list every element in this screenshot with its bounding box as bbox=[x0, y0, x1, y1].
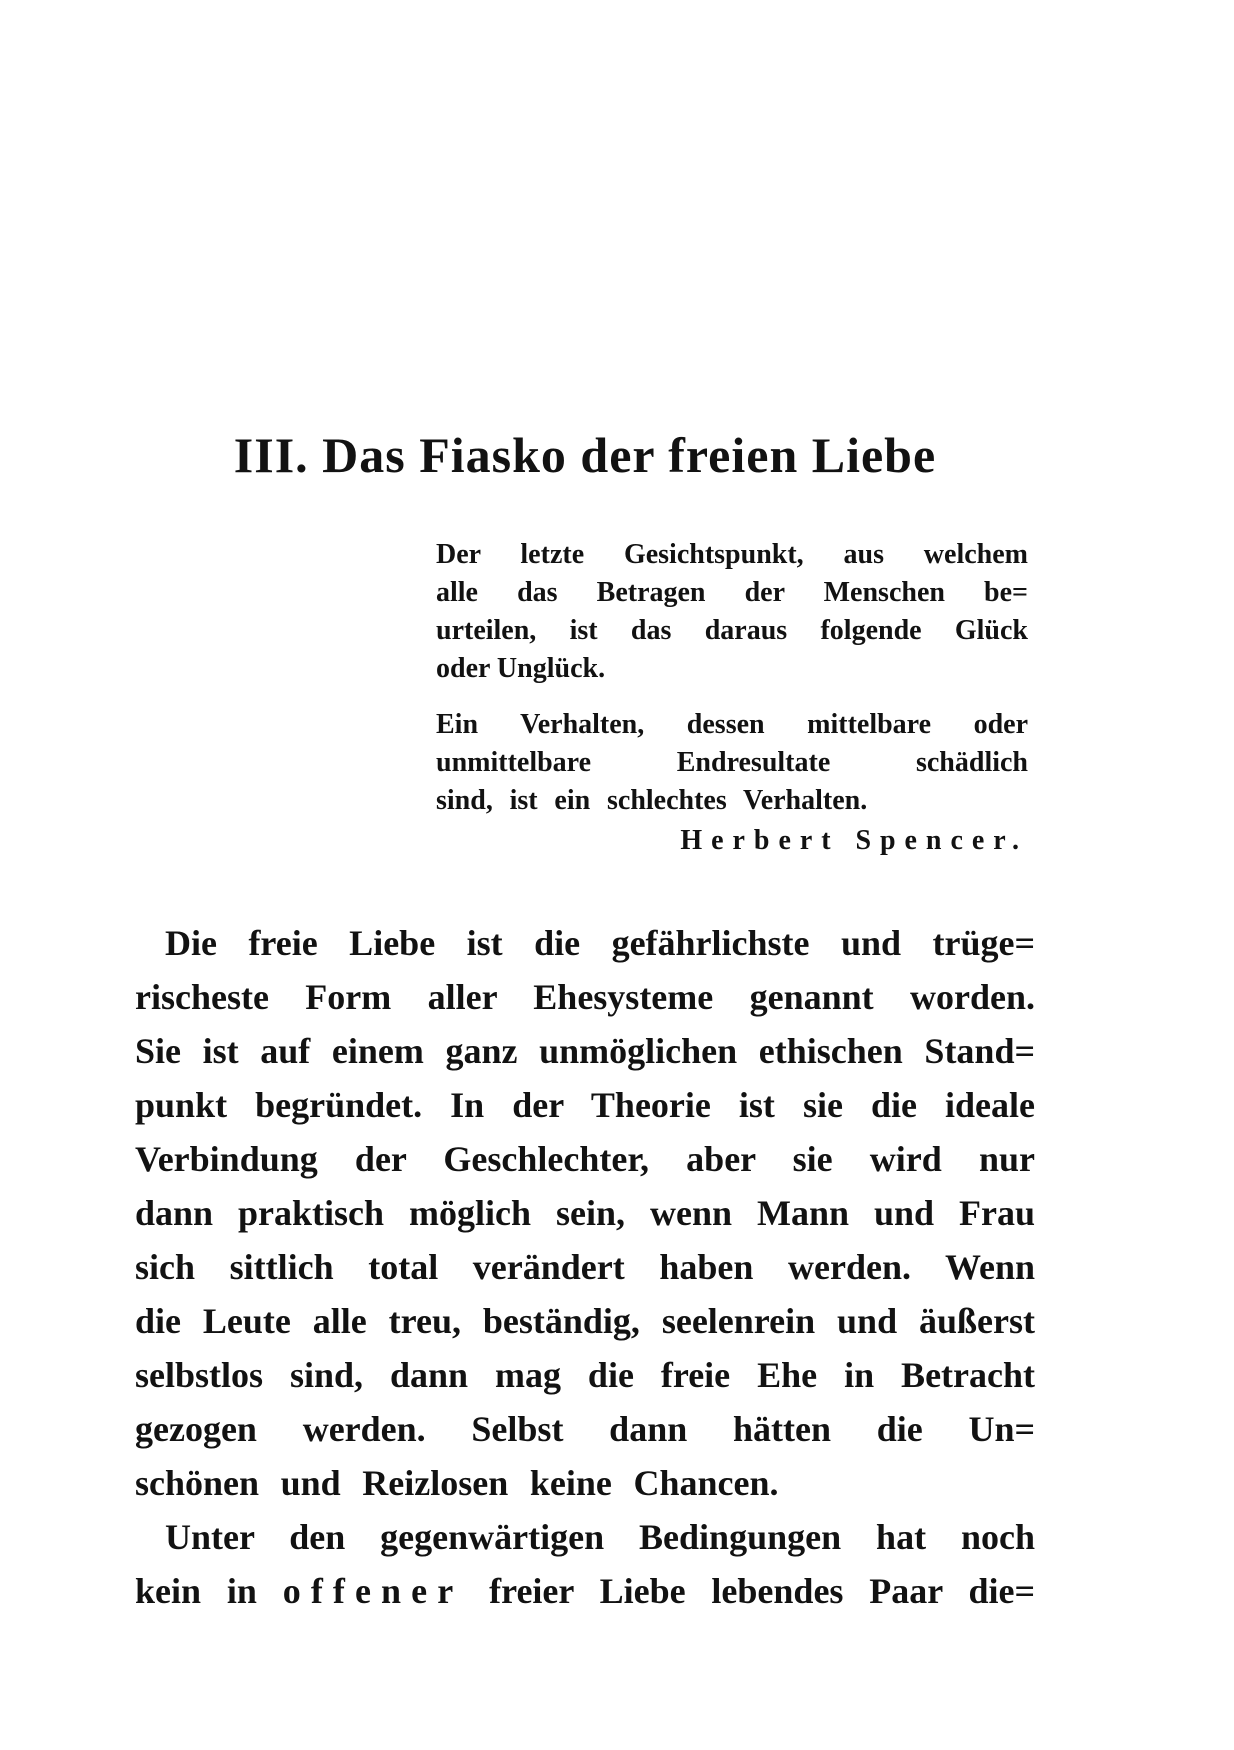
body-text bbox=[135, 916, 1035, 1618]
body-line: selbstlos sind, dann mag die freie Ehe in Betracht bbox=[135, 1355, 1035, 1395]
body-line: die Leute alle treu, beständig, seelenrein und äußerst bbox=[135, 1301, 1035, 1341]
epigraph-attribution: Herbert Spencer. bbox=[680, 825, 1028, 856]
chapter-title: III. Das Fiasko der freien Liebe bbox=[233, 427, 937, 483]
epigraph-line: oder Unglück. bbox=[436, 653, 606, 684]
body-line: sich sittlich total verändert haben werden. Wenn bbox=[135, 1247, 1035, 1287]
epigraph bbox=[436, 536, 1028, 860]
epigraph-line: unmittelbare Endresultate schädlich bbox=[436, 747, 1028, 778]
body-line: punkt begründet. In der Theorie ist sie die ideale bbox=[135, 1085, 1035, 1125]
body-line bbox=[135, 1564, 1035, 1618]
body-line: Sie ist auf einem ganz unmöglichen ethischen Stand= bbox=[135, 1031, 1035, 1071]
body-line-emphasis: offener bbox=[282, 1571, 464, 1611]
epigraph-line: urteilen, ist das daraus folgende Glück bbox=[436, 615, 1028, 646]
epigraph-line: sind, ist ein schlechtes Verhalten. bbox=[436, 785, 868, 816]
epigraph-paragraph-gap bbox=[436, 688, 1028, 706]
epigraph-line: Der letzte Gesichtspunkt, aus welchem bbox=[436, 539, 1028, 570]
body-line: rischeste Form aller Ehesysteme genannt worden. bbox=[135, 977, 1035, 1017]
body-line: dann praktisch möglich sein, wenn Mann und Frau bbox=[135, 1193, 1035, 1233]
epigraph-line: Ein Verhalten, dessen mittelbare oder bbox=[436, 709, 1028, 740]
body-line: Verbindung der Geschlechter, aber sie wird nur bbox=[135, 1139, 1035, 1179]
body-line: Unter den gegenwärtigen Bedingungen hat noch bbox=[165, 1517, 1035, 1557]
body-line-segment: kein in bbox=[135, 1571, 283, 1611]
epigraph-line: alle das Betragen der Menschen be= bbox=[436, 577, 1028, 608]
body-line: gezogen werden. Selbst dann hätten die Un= bbox=[135, 1409, 1035, 1449]
body-line: Die freie Liebe ist die gefährlichste und trüge= bbox=[165, 923, 1035, 963]
body-line: schönen und Reizlosen keine Chancen. bbox=[135, 1463, 779, 1503]
body-line-segment: freier Liebe lebendes Paar die= bbox=[463, 1571, 1035, 1611]
